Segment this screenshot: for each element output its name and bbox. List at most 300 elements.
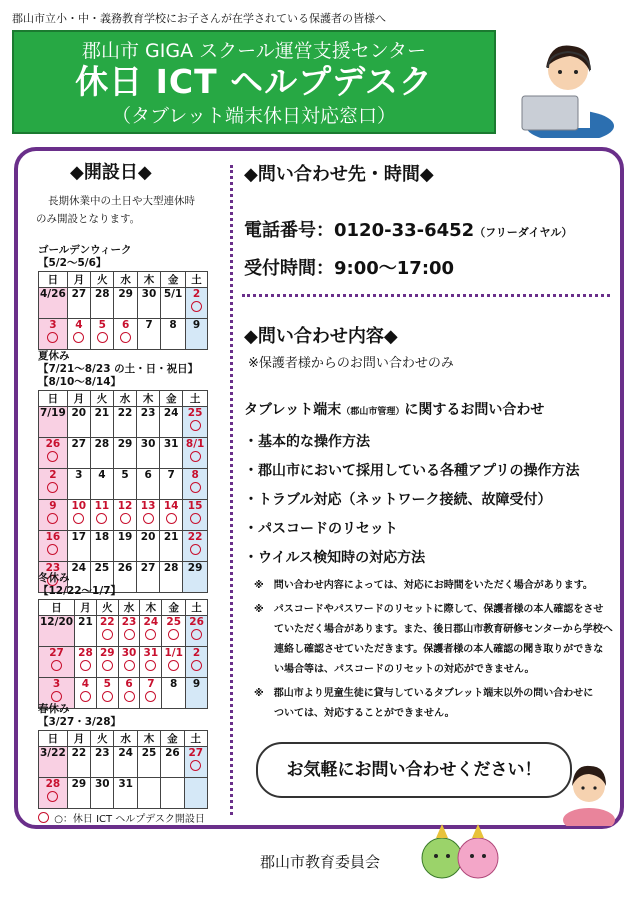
calendar-day bbox=[90, 500, 113, 531]
weekday-header: 土 bbox=[184, 731, 207, 747]
calendar-day bbox=[113, 438, 136, 469]
day-number: 22 bbox=[117, 407, 133, 419]
open-day-circle-icon bbox=[190, 513, 201, 524]
weekday-header: 土 bbox=[185, 272, 207, 288]
calendar-title: 【12/22～1/7】 bbox=[38, 585, 122, 597]
calendar-day bbox=[75, 616, 97, 647]
calendar-day bbox=[160, 407, 183, 438]
day-number: 9 bbox=[192, 319, 201, 331]
note-block bbox=[254, 576, 613, 596]
column-divider bbox=[230, 165, 233, 815]
day-number: 24 bbox=[118, 747, 133, 759]
day-number: 3/22 bbox=[40, 747, 66, 759]
day-number: 20 bbox=[71, 407, 87, 419]
day-number: 9 bbox=[49, 500, 57, 512]
day-number: 5 bbox=[103, 678, 111, 690]
weekday-header: 金 bbox=[161, 272, 186, 288]
calendar-table bbox=[38, 390, 208, 593]
legend-text: ○：休日 ICT ヘルプデスク開設日 bbox=[54, 814, 205, 825]
day-number: 28 bbox=[78, 647, 93, 659]
notes-list bbox=[254, 576, 613, 728]
calendar-day bbox=[160, 438, 183, 469]
day-number: 24 bbox=[71, 562, 87, 574]
banner-caption: （タブレット端末休日対応窓口） bbox=[111, 105, 397, 127]
calendar-day bbox=[67, 319, 90, 350]
calendar-day bbox=[118, 678, 140, 709]
day-number: 19 bbox=[117, 531, 133, 543]
day-number: 25 bbox=[187, 407, 203, 419]
day-number: 23 bbox=[121, 616, 137, 628]
calendar-title: 【5/2～5/6】 bbox=[38, 257, 107, 269]
day-number: 23 bbox=[45, 562, 61, 574]
weekday-header: 水 bbox=[114, 272, 137, 288]
open-day-circle-icon bbox=[73, 513, 84, 524]
weekday-header: 月 bbox=[67, 731, 90, 747]
open-day-circle-icon bbox=[102, 629, 113, 640]
calendar-week bbox=[39, 438, 208, 469]
day-number: 8 bbox=[191, 469, 199, 481]
open-day-circle-icon bbox=[47, 544, 58, 555]
weekday-header: 木 bbox=[137, 391, 160, 407]
banner-subtitle: 郡山市 GIGA スクール運営支援センター bbox=[82, 40, 426, 62]
calendar-day bbox=[90, 469, 113, 500]
day-number: 24 bbox=[143, 616, 159, 628]
calendar-day bbox=[39, 469, 68, 500]
calendar-day bbox=[96, 616, 118, 647]
open-day-circle-icon bbox=[124, 629, 135, 640]
calendar-day bbox=[96, 647, 118, 678]
calendar-day bbox=[91, 747, 114, 778]
open-day-circle-icon bbox=[47, 332, 58, 343]
note-line: い場合等は、パスコードのリセットの対応ができません。 bbox=[274, 664, 535, 675]
calendar-day bbox=[137, 438, 160, 469]
calendar-day bbox=[137, 469, 160, 500]
calendar-day bbox=[137, 778, 160, 809]
calendar-day bbox=[140, 616, 162, 647]
opening-desc-1: 長期休業中の土日や大型連休時 bbox=[48, 195, 195, 207]
note-line: ていただく場合があります。また、後日郡山市教育研修センターから学校へ bbox=[274, 624, 613, 635]
opening-days-title: ◆開設日◆ bbox=[70, 162, 152, 183]
day-number: 9 bbox=[192, 678, 201, 690]
day-number: 28 bbox=[45, 778, 61, 790]
day-number: 30 bbox=[140, 438, 156, 450]
calendar-week bbox=[39, 500, 208, 531]
day-number: 15 bbox=[187, 500, 203, 512]
day-number: 29 bbox=[118, 288, 133, 300]
day-number: 6 bbox=[144, 469, 152, 481]
day-number: 22 bbox=[71, 747, 87, 759]
open-day-circle-icon bbox=[145, 691, 156, 702]
day-number: 23 bbox=[94, 747, 110, 759]
day-number: 6 bbox=[125, 678, 133, 690]
weekday-header: 木 bbox=[140, 600, 162, 616]
calendar-day bbox=[67, 778, 90, 809]
day-number: 7 bbox=[147, 678, 155, 690]
day-number: 8/1 bbox=[185, 438, 205, 450]
calendar-day bbox=[161, 747, 184, 778]
day-number: 29 bbox=[99, 647, 115, 659]
calendar-day bbox=[39, 616, 75, 647]
calendar-day bbox=[67, 531, 90, 562]
weekday-header: 火 bbox=[90, 391, 113, 407]
note-line: ※ 問い合わせ内容によっては、対応にお時間をいただく場合があります。 bbox=[254, 580, 593, 591]
open-day-circle-icon bbox=[73, 332, 84, 343]
weekday-header: 金 bbox=[161, 731, 184, 747]
open-day-circle-icon bbox=[80, 660, 91, 671]
day-number: 27 bbox=[49, 647, 64, 659]
helper-illustration bbox=[556, 752, 622, 826]
weekday-header: 日 bbox=[39, 391, 68, 407]
calendar-day bbox=[90, 407, 113, 438]
inquiry-item: ・郡山市において採用している各種アプリの操作方法 bbox=[244, 463, 580, 479]
day-number: 25 bbox=[141, 747, 157, 759]
calendar-day bbox=[186, 678, 208, 709]
day-number: 17 bbox=[71, 531, 87, 543]
open-day-circle-icon bbox=[143, 513, 154, 524]
weekday-header: 水 bbox=[113, 391, 136, 407]
calendar-week bbox=[39, 319, 208, 350]
day-number: 31 bbox=[163, 438, 179, 450]
inquiry-item: ・ウイルス検知時の対応方法 bbox=[244, 550, 426, 566]
calendar-table bbox=[38, 599, 208, 709]
open-day-circle-icon bbox=[102, 660, 113, 671]
calendar-day bbox=[39, 747, 68, 778]
calendar-day bbox=[114, 319, 137, 350]
weekday-header: 月 bbox=[75, 600, 97, 616]
calendar-day bbox=[91, 778, 114, 809]
weekday-header: 火 bbox=[96, 600, 118, 616]
open-day-circle-icon bbox=[47, 513, 58, 524]
weekday-header: 金 bbox=[162, 600, 186, 616]
calendar-week bbox=[39, 288, 208, 319]
calendar-day bbox=[183, 562, 208, 593]
note-line: ※ パスコードやパスワードのリセットに際して、保護者様の本人確認をさせ bbox=[254, 604, 604, 615]
calendar-day bbox=[185, 288, 207, 319]
weekday-header: 日 bbox=[39, 272, 68, 288]
calendar-day bbox=[39, 500, 68, 531]
inquiry-item: ・パスコードのリセット bbox=[244, 521, 398, 537]
day-number: 5/1 bbox=[163, 288, 183, 300]
weekday-header: 火 bbox=[91, 272, 114, 288]
day-number: 27 bbox=[71, 288, 87, 300]
day-number: 29 bbox=[117, 438, 133, 450]
calendar-day bbox=[113, 500, 136, 531]
weekday-header: 木 bbox=[137, 731, 160, 747]
calendar-day bbox=[161, 288, 186, 319]
calendar-day bbox=[67, 438, 90, 469]
calendar-day bbox=[91, 319, 114, 350]
calendar-day bbox=[160, 500, 183, 531]
operator-illustration bbox=[510, 28, 628, 138]
calendar-title: 夏休み bbox=[38, 350, 70, 362]
calendar-title: 春休み bbox=[38, 703, 70, 715]
calendar-title: 【3/27・3/28】 bbox=[38, 716, 122, 728]
calendar-day bbox=[137, 562, 160, 593]
day-number: 26 bbox=[165, 747, 180, 759]
open-day-circle-icon bbox=[47, 451, 58, 462]
day-number: 21 bbox=[163, 531, 179, 543]
weekday-header: 火 bbox=[91, 731, 114, 747]
calendar-table bbox=[38, 271, 208, 350]
note-block bbox=[254, 684, 613, 724]
calendar-day bbox=[137, 288, 160, 319]
calendar-day bbox=[186, 647, 208, 678]
calendar-day bbox=[184, 747, 207, 778]
tablet-mid: （郡山市管理） bbox=[341, 407, 405, 417]
banner-title: 休日 ICT ヘルプデスク bbox=[75, 62, 433, 101]
open-day-circle-icon bbox=[190, 760, 201, 771]
calendar-day bbox=[183, 500, 208, 531]
calendar-day bbox=[67, 407, 90, 438]
open-day-circle-icon bbox=[51, 691, 62, 702]
calendar-week bbox=[39, 778, 208, 809]
calendar-day bbox=[39, 647, 75, 678]
open-day-circle-icon bbox=[190, 451, 201, 462]
calendar-day bbox=[114, 747, 137, 778]
calendar-day bbox=[162, 678, 186, 709]
open-day-circle-icon bbox=[190, 482, 201, 493]
day-number: 29 bbox=[71, 778, 87, 790]
phone-number[interactable] bbox=[244, 216, 572, 242]
calendar-day bbox=[161, 778, 184, 809]
open-day-circle-icon bbox=[168, 629, 179, 640]
calendar-day bbox=[114, 288, 137, 319]
calendar-day bbox=[75, 647, 97, 678]
calendar-day bbox=[183, 438, 208, 469]
calendar-table bbox=[38, 730, 208, 809]
day-number: 14 bbox=[163, 500, 179, 512]
weekday-header: 土 bbox=[186, 600, 208, 616]
weekday-header: 水 bbox=[118, 600, 140, 616]
calendar-day bbox=[118, 647, 140, 678]
day-number: 23 bbox=[140, 407, 156, 419]
speech-bubble: お気軽にお問い合わせください！ bbox=[256, 742, 572, 798]
open-day-circle-icon bbox=[124, 691, 135, 702]
note-block bbox=[254, 600, 613, 680]
calendar-week bbox=[39, 616, 208, 647]
calendar-day bbox=[183, 531, 208, 562]
calendar-title: 【8/10～8/14】 bbox=[38, 376, 122, 388]
calendar-day bbox=[39, 288, 68, 319]
day-number: 28 bbox=[94, 288, 110, 300]
day-number: 2 bbox=[192, 288, 201, 300]
calendar-day bbox=[39, 531, 68, 562]
weekday-header: 金 bbox=[160, 391, 183, 407]
open-day-circle-icon bbox=[96, 513, 107, 524]
open-day-circle-icon bbox=[80, 691, 91, 702]
calendar-day bbox=[140, 678, 162, 709]
day-number: 3 bbox=[49, 319, 57, 331]
open-day-circle-icon bbox=[47, 791, 58, 802]
calendar-day bbox=[90, 531, 113, 562]
content-subtitle: ※保護者様からのお問い合わせのみ bbox=[248, 356, 454, 371]
calendar-week bbox=[39, 747, 208, 778]
calendar-day bbox=[160, 469, 183, 500]
calendar-day bbox=[162, 647, 186, 678]
calendar-day bbox=[137, 747, 160, 778]
calendar-day bbox=[113, 407, 136, 438]
open-day-circle-icon bbox=[102, 691, 113, 702]
day-number: 8 bbox=[170, 678, 178, 690]
open-day-circle-icon bbox=[166, 513, 177, 524]
open-day-circle-icon bbox=[145, 660, 156, 671]
weekday-header: 土 bbox=[183, 391, 208, 407]
day-number: 18 bbox=[94, 531, 110, 543]
legend bbox=[38, 810, 205, 825]
calendar-day bbox=[67, 747, 90, 778]
weekday-header: 月 bbox=[67, 272, 90, 288]
day-number: 3 bbox=[75, 469, 83, 481]
day-number: 7 bbox=[145, 319, 153, 331]
day-number: 5 bbox=[98, 319, 106, 331]
hours: 受付時間：9:00～17:00 bbox=[244, 258, 455, 279]
day-number: 2 bbox=[49, 469, 57, 481]
calendar-title: ゴールデンウィーク bbox=[38, 244, 132, 256]
calendar-week bbox=[39, 407, 208, 438]
open-day-circle-icon bbox=[191, 629, 202, 640]
day-number: 30 bbox=[94, 778, 110, 790]
calendar-week bbox=[39, 531, 208, 562]
weekday-header: 水 bbox=[114, 731, 137, 747]
header-banner bbox=[12, 30, 496, 134]
day-number: 1/1 bbox=[164, 647, 183, 659]
day-number: 28 bbox=[94, 438, 110, 450]
calendar-day bbox=[39, 438, 68, 469]
calendar-day bbox=[137, 531, 160, 562]
calendar-day bbox=[113, 469, 136, 500]
day-number: 30 bbox=[121, 647, 137, 659]
day-number: 27 bbox=[188, 747, 204, 759]
calendar-day bbox=[184, 778, 207, 809]
day-number: 22 bbox=[99, 616, 115, 628]
day-number: 21 bbox=[78, 616, 93, 628]
day-number: 22 bbox=[187, 531, 203, 543]
calendar-day bbox=[160, 562, 183, 593]
day-number: 4 bbox=[81, 678, 90, 690]
calendar-day bbox=[186, 616, 208, 647]
calendar-day bbox=[67, 500, 90, 531]
open-day-circle-icon bbox=[191, 301, 202, 312]
open-day-circle-icon bbox=[120, 513, 131, 524]
calendar-day bbox=[39, 319, 68, 350]
day-number: 12/20 bbox=[40, 616, 74, 628]
top-note: 郡山市立小・中・義務教育学校にお子さんが在学されている保護者の皆様へ bbox=[12, 12, 386, 25]
day-number: 27 bbox=[140, 562, 156, 574]
legend-circle-icon bbox=[38, 812, 49, 823]
day-number: 26 bbox=[189, 616, 204, 628]
inquiry-item: ・トラブル対応（ネットワーク接続、故障受付） bbox=[244, 492, 552, 508]
calendar-day bbox=[114, 778, 137, 809]
day-number: 16 bbox=[45, 531, 61, 543]
day-number: 8 bbox=[169, 319, 177, 331]
note-line: 連絡し確認させていただきます。保護者様の本人確認の聞き取りができな bbox=[274, 644, 604, 655]
open-day-circle-icon bbox=[145, 629, 156, 640]
calendar-day bbox=[67, 469, 90, 500]
calendar-day bbox=[137, 319, 160, 350]
open-day-circle-icon bbox=[47, 482, 58, 493]
calendar-day bbox=[67, 288, 90, 319]
calendar-day bbox=[185, 319, 207, 350]
day-number: 2 bbox=[192, 647, 201, 659]
calendar-day bbox=[91, 288, 114, 319]
calendar-day bbox=[90, 438, 113, 469]
calendar-day bbox=[39, 778, 68, 809]
day-number: 29 bbox=[187, 562, 203, 574]
contact-title: ◆問い合わせ先・時間◆ bbox=[244, 164, 434, 185]
day-number: 31 bbox=[143, 647, 159, 659]
calendar-week bbox=[39, 647, 208, 678]
calendar-day bbox=[75, 678, 97, 709]
calendar-title: 冬休み bbox=[38, 572, 70, 584]
day-number: 26 bbox=[45, 438, 61, 450]
open-day-circle-icon bbox=[124, 660, 135, 671]
day-number: 10 bbox=[71, 500, 87, 512]
weekday-header: 木 bbox=[137, 272, 160, 288]
tablet-tail: に関するお問い合わせ bbox=[404, 402, 545, 418]
phone-label: 電話番号：0120-33-6452 bbox=[244, 220, 475, 241]
calendar-day bbox=[162, 616, 186, 647]
weekday-header: 月 bbox=[67, 391, 90, 407]
opening-desc-2: のみ開設となります。 bbox=[36, 213, 141, 225]
day-number: 11 bbox=[94, 500, 110, 512]
open-day-circle-icon bbox=[120, 332, 131, 343]
weekday-header: 日 bbox=[39, 731, 68, 747]
weekday-header: 日 bbox=[39, 600, 75, 616]
day-number: 28 bbox=[163, 562, 179, 574]
day-number: 24 bbox=[163, 407, 179, 419]
footer-organization: 郡山市教育委員会 bbox=[259, 853, 380, 871]
day-number: 31 bbox=[118, 778, 133, 790]
day-number: 26 bbox=[117, 562, 133, 574]
calendar-day bbox=[160, 531, 183, 562]
tablet-heading bbox=[244, 399, 544, 419]
phone-suffix: （フリーダイヤル） bbox=[474, 226, 573, 239]
content-title: ◆問い合わせ内容◆ bbox=[244, 326, 398, 347]
day-number: 7 bbox=[167, 469, 175, 481]
day-number: 4 bbox=[75, 319, 83, 331]
calendar-title: 【7/21～8/23 の土・日・祝日】 bbox=[38, 363, 199, 375]
day-number: 6 bbox=[121, 319, 130, 331]
day-number: 21 bbox=[94, 407, 110, 419]
day-number: 20 bbox=[140, 531, 156, 543]
day-number: 27 bbox=[71, 438, 87, 450]
calendar-day bbox=[183, 407, 208, 438]
day-number: 4 bbox=[98, 469, 106, 481]
open-day-circle-icon bbox=[191, 660, 202, 671]
day-number: 4/26 bbox=[40, 288, 66, 300]
calendar-day bbox=[137, 500, 160, 531]
open-day-circle-icon bbox=[97, 332, 108, 343]
open-day-circle-icon bbox=[190, 544, 201, 555]
open-day-circle-icon bbox=[51, 660, 62, 671]
day-number: 25 bbox=[166, 616, 182, 628]
day-number: 13 bbox=[140, 500, 156, 512]
day-number: 7/19 bbox=[40, 407, 66, 419]
calendar-day bbox=[140, 647, 162, 678]
tablet-head: タブレット端末 bbox=[244, 402, 342, 418]
calendar-week bbox=[39, 469, 208, 500]
calendar-day bbox=[183, 469, 208, 500]
day-number: 30 bbox=[141, 288, 157, 300]
open-day-circle-icon bbox=[168, 660, 179, 671]
calendar-day bbox=[161, 319, 186, 350]
calendar-day bbox=[39, 407, 68, 438]
note-line: ついては、対応することができません。 bbox=[274, 708, 455, 719]
section-divider bbox=[242, 294, 610, 297]
day-number: 25 bbox=[94, 562, 110, 574]
day-number: 3 bbox=[52, 678, 61, 690]
calendar-day bbox=[118, 616, 140, 647]
